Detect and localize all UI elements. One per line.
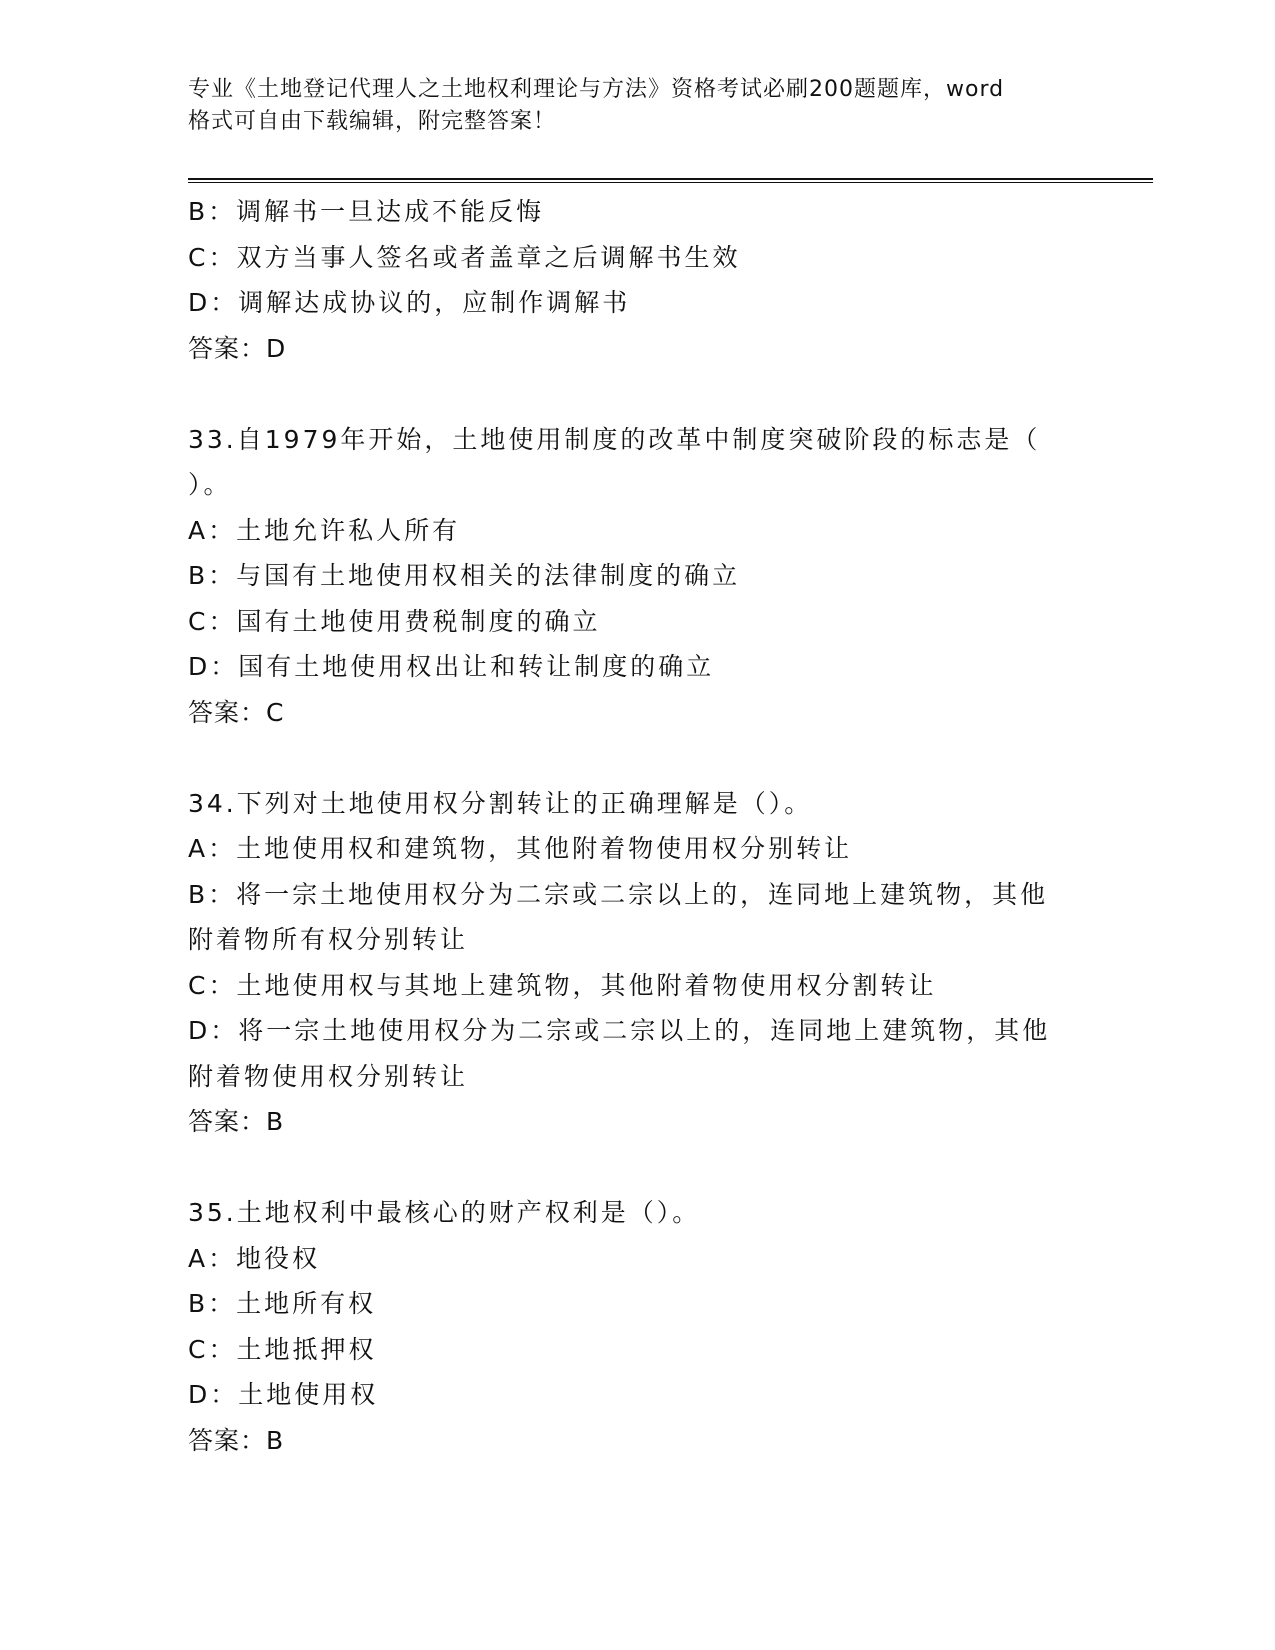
spacer (188, 1145, 1088, 1191)
question-stem: 34.下列对土地使用权分割转让的正确理解是（）。 (188, 788, 813, 818)
option-c: C：国有土地使用费税制度的确立 (188, 606, 601, 636)
option-a: A：地役权 (188, 1243, 321, 1273)
option-b: B：将一宗土地使用权分为二宗或二宗以上的，连同地上建筑物，其他 (188, 879, 1049, 909)
header-line-2: 格式可自由下载编辑，附完整答案！ (188, 109, 557, 134)
option-d: D：将一宗土地使用权分为二宗或二宗以上的，连同地上建筑物，其他 (188, 1016, 1051, 1045)
partial-question (188, 189, 1088, 371)
option-b: B：调解书一旦达成不能反悔 (188, 197, 545, 226)
answer-line: 答案：D (188, 333, 287, 363)
option-c: C：土地抵押权 (188, 1334, 377, 1364)
option-d: D：国有土地使用权出让和转让制度的确立 (188, 652, 715, 681)
document-header (188, 74, 1088, 138)
answer-line: 答案：C (188, 697, 285, 727)
question-34 (188, 781, 1088, 1145)
header-rule-thick (188, 178, 1153, 180)
question-33 (188, 417, 1088, 736)
question-list (188, 189, 1088, 1463)
option-c: C：双方当事人签名或者盖章之后调解书生效 (188, 242, 741, 272)
option-d: D：调解达成协议的，应制作调解书 (188, 288, 631, 317)
option-b-cont: 附着物所有权分别转让 (188, 925, 469, 954)
answer-line: 答案：B (188, 1425, 285, 1455)
answer-line: 答案：B (188, 1107, 285, 1136)
option-d-cont: 附着物使用权分别转让 (188, 1061, 469, 1091)
option-a: A：土地使用权和建筑物，其他附着物使用权分别转让 (188, 834, 853, 863)
option-a: A：土地允许私人所有 (188, 515, 461, 545)
header-line-1: 专业《土地登记代理人之土地权利理论与方法》资格考试必刷200题题库，word (188, 77, 1005, 102)
option-b: B：与国有土地使用权相关的法律制度的确立 (188, 561, 741, 590)
option-b: B：土地所有权 (188, 1289, 377, 1318)
header-rule-thin (188, 182, 1153, 183)
spacer (188, 735, 1088, 781)
question-stem: 33.自1979年开始，土地使用制度的改革中制度突破阶段的标志是（ (188, 424, 1041, 454)
option-c: C：土地使用权与其地上建筑物，其他附着物使用权分割转让 (188, 970, 937, 1000)
question-35 (188, 1190, 1088, 1463)
option-d: D：土地使用权 (188, 1380, 379, 1409)
spacer (188, 371, 1088, 417)
question-stem-cont: ）。 (188, 470, 232, 499)
question-stem: 35.土地权利中最核心的财产权利是（）。 (188, 1198, 701, 1227)
